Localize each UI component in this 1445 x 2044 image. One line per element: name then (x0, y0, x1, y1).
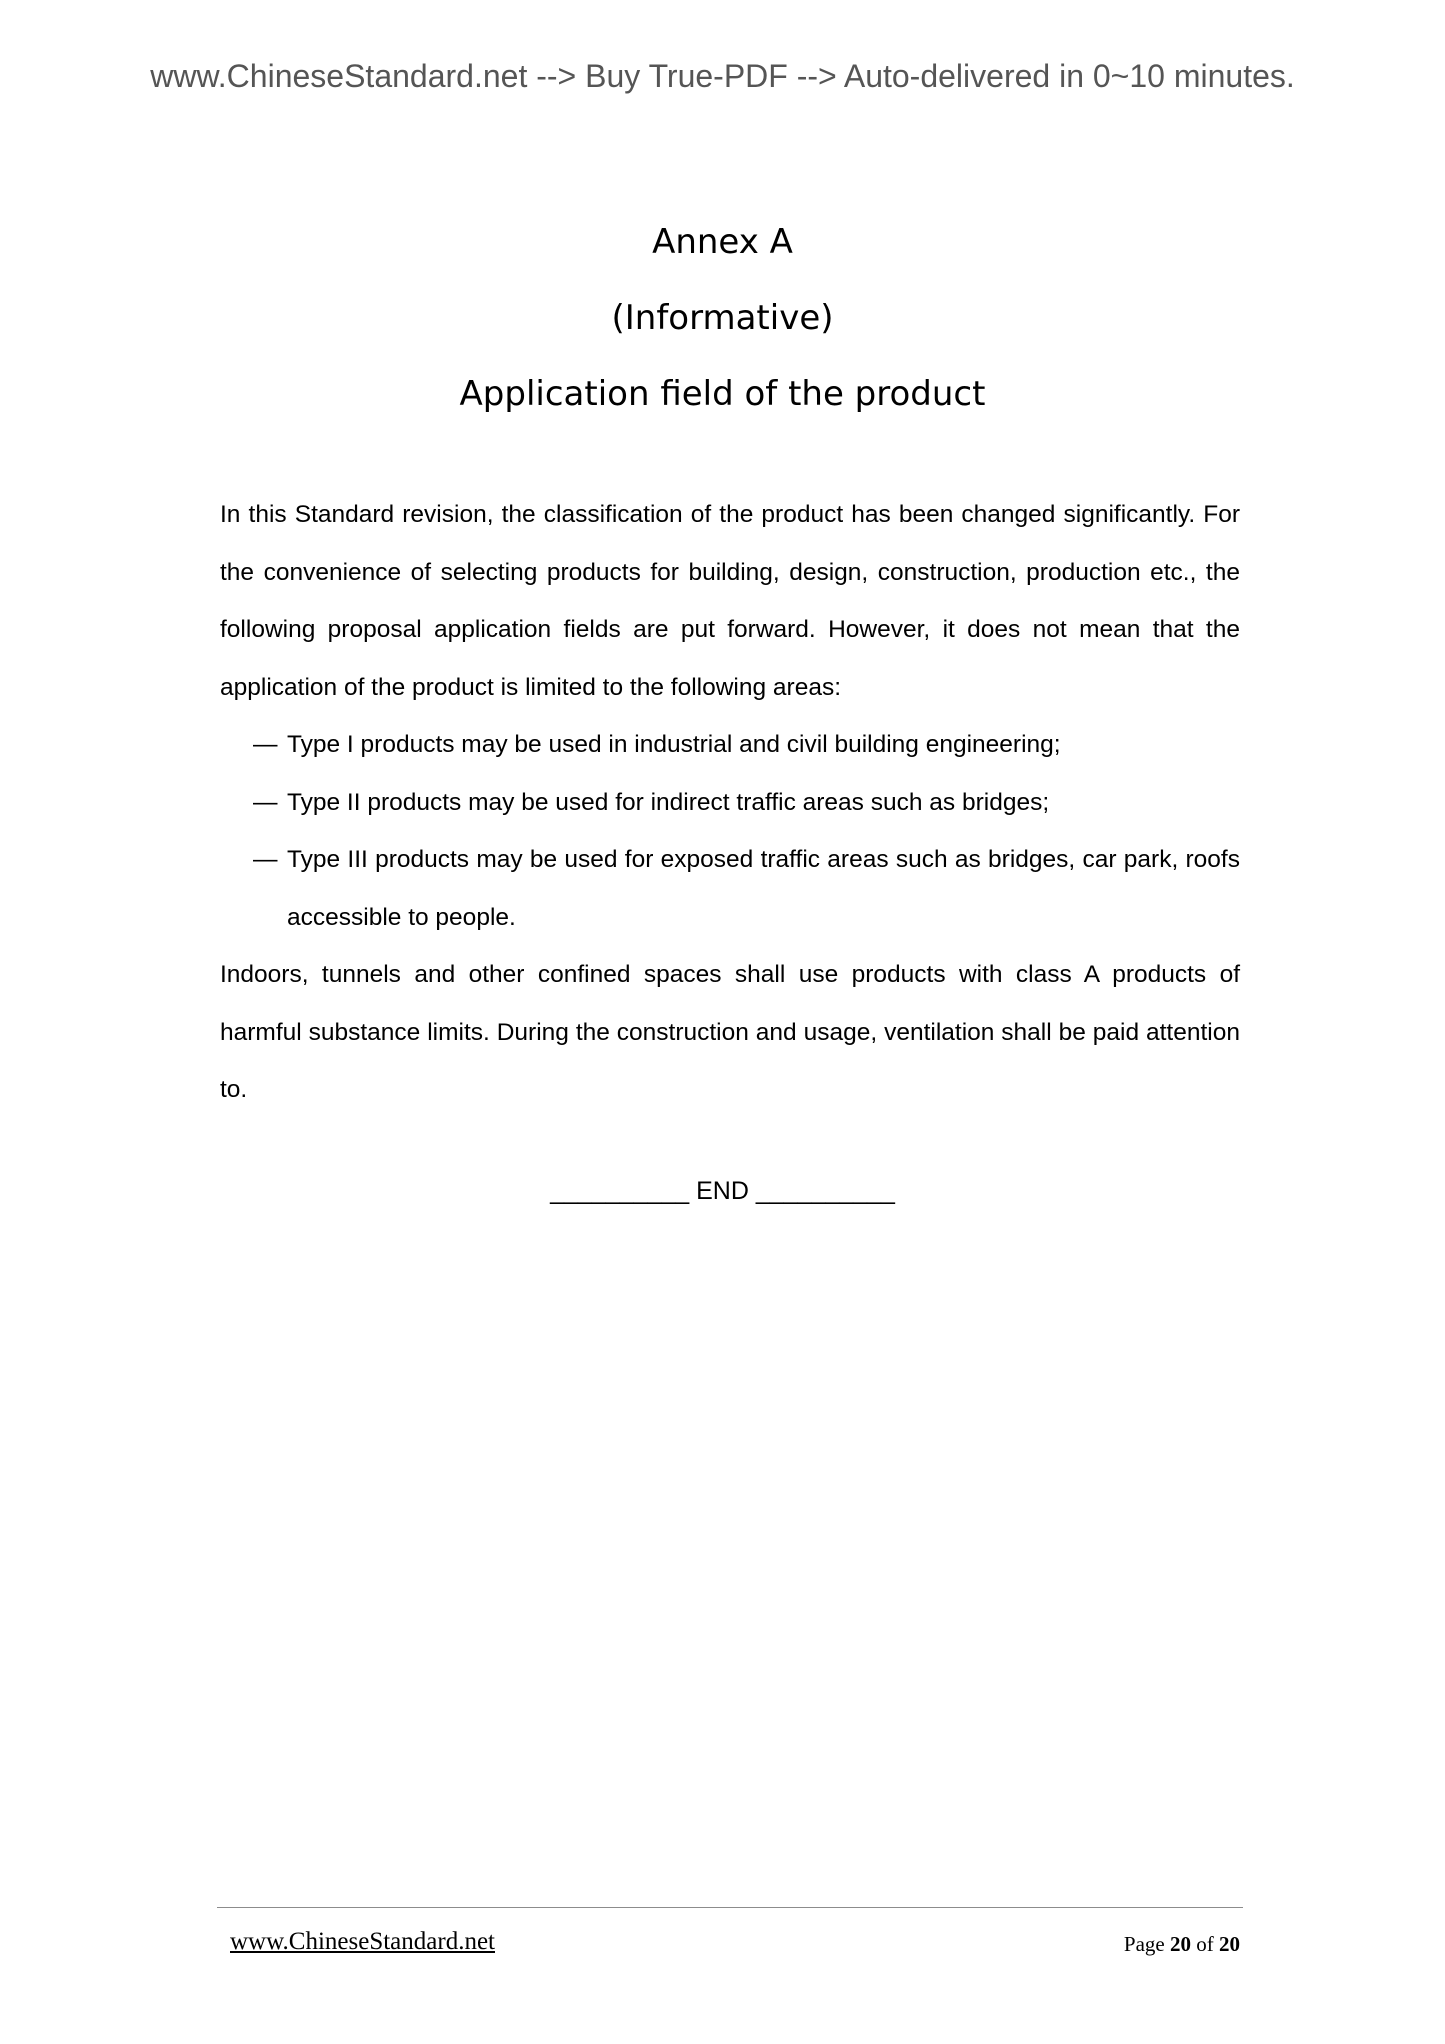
page-current: 20 (1170, 1932, 1191, 1956)
application-list (220, 716, 1240, 946)
footer-divider (217, 1907, 1243, 1908)
closing-paragraph: Indoors, tunnels and other confined spaces shall use products with class A products of harmful substance limits. During the construction and usage, ventilation shall be paid attention to. (220, 961, 1240, 1103)
intro-paragraph: In this Standard revision, the classification of the product has been changed significantly. For the convenience of selecting products for building, design, construction, production etc., the following proposal application fields are put forward. However, it does not mean that the application of the product is limited to the following areas: (220, 501, 1240, 701)
list-item (220, 774, 1240, 832)
page-word: Page (1123, 1932, 1165, 1956)
annex-title: Annex A (652, 222, 793, 262)
list-item-text: Type II products may be used for indirect traffic areas such as bridges; (287, 788, 1050, 816)
footer-site-link[interactable]: www.ChineseStandard.net (230, 1928, 495, 1955)
top-banner: www.ChineseStandard.net --> Buy True-PDF --> Auto-delivered in 0~10 minutes. (150, 58, 1295, 94)
dash-marker: — (253, 846, 278, 873)
dash-marker: — (253, 731, 278, 758)
list-item (220, 831, 1240, 946)
page-of: of (1196, 1932, 1214, 1956)
list-item-text: Type III products may be used for exposed traffic areas such as bridges, car park, roofs accessible to people. (287, 846, 1240, 931)
list-item-text: Type I products may be used in industrial and civil building engineering; (287, 731, 1061, 758)
annex-subtitle: (Informative) (611, 298, 834, 338)
annex-heading: Application field of the product (459, 374, 986, 414)
page-number (1124, 1932, 1240, 1957)
annex-body (220, 486, 1240, 1119)
dash-marker: — (253, 788, 278, 816)
page-total: 20 (1219, 1932, 1240, 1956)
end-marker: __________ END __________ (550, 1177, 895, 1205)
list-item (220, 716, 1240, 774)
